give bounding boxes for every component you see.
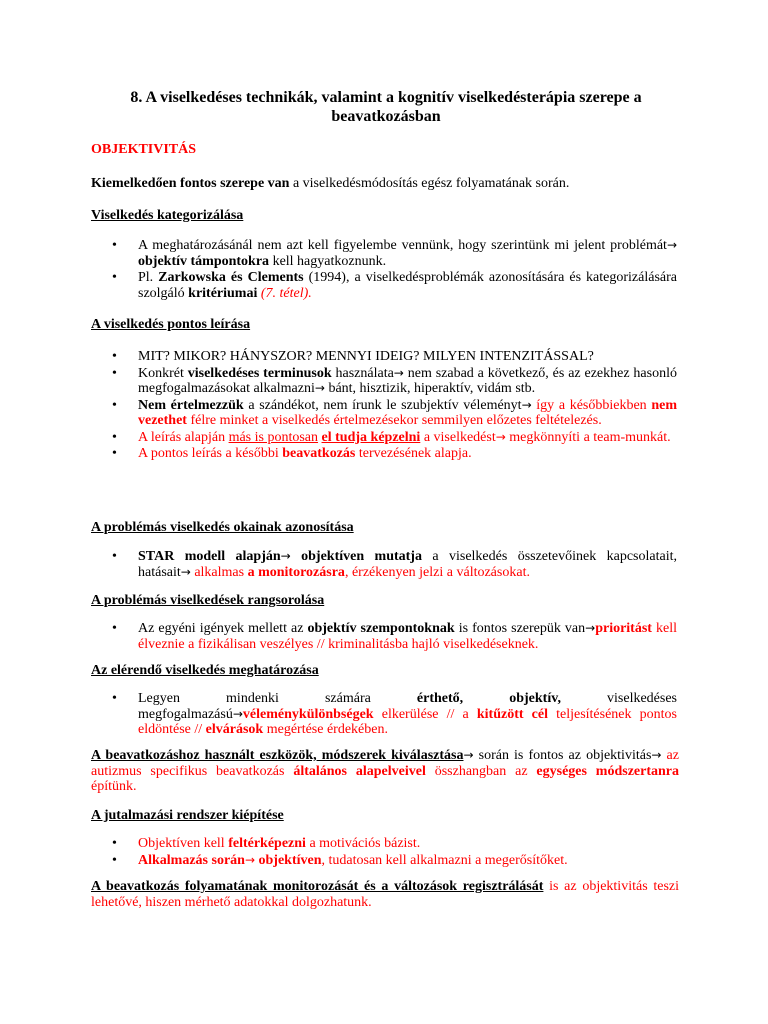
list-description [112,349,677,463]
list-item: • Konkrét viselkedéses terminusok használata→ nem szabad a következő, és az ezekhez hasonló megfogalmazásokat alkalmazni→ bánt, hisztizik, hiperaktív, vidám stb. [112,366,677,397]
list-item: • STAR modell alapján→ objektíven mutatja a viselkedés összetevőinek kapcsolatait, hatásait→ alkalmas a monitorozásra, érzékenyen jelzi a változásokat. [112,549,677,580]
subheading-target-behavior: Az elérendő viselkedés meghatározása [91,663,319,678]
list-item: • Legyen mindenki számára érthető, objektív, viselkedéses megfogalmazású→véleménykülönbségek elkerülése // a kitűzött cél teljesítésének pontos eldöntése // elvárások megértése érdekében. [112,691,677,738]
arrow-icon: → [393,365,404,380]
list-item: • Az egyéni igények mellett az objektív szempontoknak is fontos szerepük van→prioritást kell élveznie a fizikálisan veszélyes // kriminalitásba hajló viselkedéseknek. [112,621,677,652]
list-item: • A pontos leírás a későbbi beavatkozás tervezésének alapja. [112,446,677,462]
arrow-icon: → [651,748,662,762]
arrow-icon: → [180,564,191,579]
list-reward-system [112,836,677,869]
list-item: • Objektíven kell feltérképezni a motivációs bázist. [112,836,677,852]
arrow-icon: → [232,706,243,721]
list-item: • A leírás alapján más is pontosan el tudja képzelni a viselkedést→ megkönnyíti a team-munkát. [112,430,677,446]
list-item: • Pl. Zarkowska és Clements (1994), a viselkedésproblémák azonosítására és kategorizálására szolgáló kritériumai (7. tétel). [112,270,677,301]
arrow-icon: → [280,549,291,563]
subheading-reward-system: A jutalmazási rendszer kiépítése [91,808,284,823]
list-item: • Alkalmazás során→ objektíven, tudatosan kell alkalmazni a megerősítőket. [112,853,677,869]
arrow-icon: → [521,397,532,412]
arrow-icon: → [666,238,677,252]
intro-paragraph: Kiemelkedően fontos szerepe van a viselkedésmódosítás egész folyamatának során. [91,176,570,191]
list-ranking [112,621,677,653]
arrow-icon: → [495,429,506,444]
arrow-icon: → [314,381,325,395]
list-categorization [112,238,677,302]
arrow-icon: → [463,748,474,762]
tools-paragraph: A beavatkozáshoz használt eszközök, módszerek kiválasztása→ során is fontos az objektivitás→ az autizmus specifikus beavatkozás általános alapelveivel összhangban az egységes módszertanra építünk. [91,748,680,794]
subheading-ranking: A problémás viselkedések rangsorolása [91,593,325,608]
section-heading: OBJEKTIVITÁS [91,142,197,157]
list-item: • A meghatározásánál nem azt kell figyelembe vennünk, hogy szerintünk mi jelent problémát→ objektív támpontokra kell hagyatkoznunk. [112,238,677,269]
list-item: • MIT? MIKOR? HÁNYSZOR? MENNYI IDEIG? MILYEN INTENZITÁSSAL? [112,349,677,365]
monitoring-paragraph: A beavatkozás folyamatának monitorozását és a változások regisztrálását is az objektivitás teszi lehetővé, hiszen mérhető adatokkal dolgozhatunk. [91,879,680,910]
arrow-icon: → [585,621,596,635]
subheading-causes: A problémás viselkedés okainak azonosítása [91,520,354,535]
list-target-behavior [112,691,677,739]
list-item: • Nem értelmezzük a szándékot, nem írunk le szubjektív véleményt→ így a későbbiekben nem vezethet félre minket a viselkedés értelmezésekor semmilyen előzetes feltételezés. [112,398,677,429]
arrow-icon: → [244,852,256,867]
document-title: 8. A viselkedéses technikák, valamint a kognitív viselkedésterápia szerepe a beavatkozásban [130,89,642,125]
subheading-categorization: Viselkedés kategorizálása [91,208,244,223]
list-causes [112,549,677,581]
subheading-description: A viselkedés pontos leírása [91,317,251,332]
